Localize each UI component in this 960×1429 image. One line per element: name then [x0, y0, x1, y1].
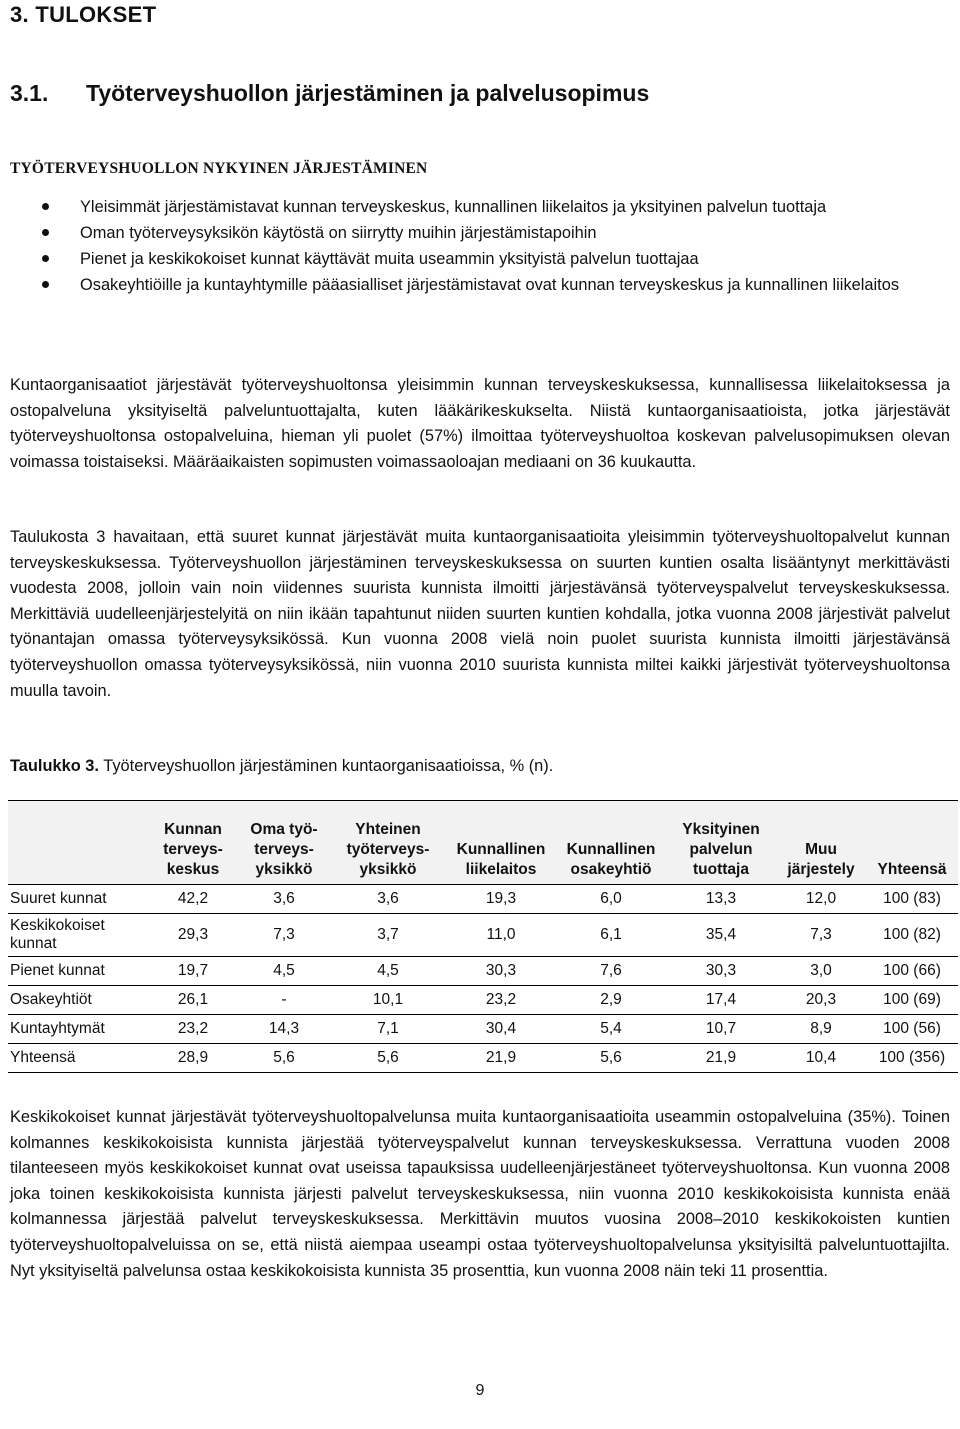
- table-caption-label: Taulukko 3.: [10, 757, 99, 775]
- section-number: 3.1.: [10, 80, 49, 106]
- table-cell: 7,1: [377, 1020, 399, 1037]
- table-cell: 29,3: [177, 926, 209, 943]
- table-cell: 3,6: [377, 890, 399, 907]
- table-cell: 4,5: [377, 962, 399, 979]
- table-row: [8, 957, 958, 986]
- table-cell: 8,9: [810, 1020, 832, 1037]
- table-cell: 6,1: [600, 926, 622, 943]
- table-cell: 10,1: [372, 991, 404, 1008]
- row-label: Yhteensä: [10, 1049, 76, 1066]
- table-cell: 3,7: [377, 926, 399, 943]
- table-header-cell: Kunnallinen liikelaitos: [456, 841, 546, 878]
- table-cell: 23,2: [177, 1020, 209, 1037]
- table-cell: 5,4: [600, 1020, 622, 1037]
- table-row: [8, 1015, 958, 1044]
- table-header-cell: Oma työterveysyksikkö: [250, 821, 318, 878]
- table-row: [8, 914, 958, 957]
- table-header-cell: Kunnan terveyskeskus: [163, 821, 223, 878]
- table-cell: 3,6: [273, 890, 295, 907]
- bullet-item: Yleisimmät järjestämistavat kunnan terveyskeskus, kunnallinen liikelaitos ja yksityinen palvelun tuottaja: [0, 194, 960, 220]
- table-caption-text: Työterveyshuollon järjestäminen kuntaorganisaatioissa, % (n).: [98, 757, 554, 775]
- page-number: 9: [475, 1382, 485, 1399]
- table-cell: 19,7: [177, 962, 209, 979]
- table-cell: 26,1: [177, 991, 209, 1008]
- table-total-row: [8, 1044, 958, 1073]
- table-cell: 21,9: [485, 1049, 517, 1066]
- summary-bullet-list: [0, 194, 960, 298]
- table-cell: 5,6: [273, 1049, 295, 1066]
- table-header-cell: Muu järjestely: [787, 841, 855, 878]
- bullet-item: Oman työterveysyksikön käytöstä on siirrytty muihin järjestämistapoihin: [0, 220, 960, 246]
- bullet-item: Pienet ja keskikokoiset kunnat käyttävät muita useammin yksityistä palvelun tuottajaa: [0, 246, 960, 272]
- table-cell: 2,9: [600, 991, 622, 1008]
- table-cell: 7,3: [810, 926, 832, 943]
- table-cell: 30,3: [485, 962, 517, 979]
- table-cell: 100 (82): [883, 926, 941, 943]
- table-cell: 17,4: [705, 991, 737, 1008]
- organisation-table: [8, 800, 958, 1073]
- chapter-heading: 3. TULOKSET: [10, 2, 157, 27]
- table-cell: 100 (356): [878, 1049, 946, 1066]
- table-cell: 100 (83): [883, 890, 941, 907]
- table-cell: 6,0: [600, 890, 622, 907]
- table-header-cell: Yhteinen työterveysyksikkö: [346, 821, 430, 878]
- table-cell: 20,3: [805, 991, 837, 1008]
- table-cell: 7,3: [273, 926, 295, 943]
- row-label: Pienet kunnat: [10, 962, 105, 979]
- table-cell: -: [281, 991, 287, 1008]
- table-cell: 5,6: [600, 1049, 622, 1066]
- table-cell: 100 (69): [883, 991, 941, 1008]
- table-cell: 10,7: [705, 1020, 737, 1037]
- row-label: Suuret kunnat: [10, 890, 107, 907]
- table-cell: 30,3: [705, 962, 737, 979]
- table-cell: 35,4: [705, 926, 737, 943]
- table-header-row: [8, 801, 958, 885]
- table-cell: 19,3: [485, 890, 517, 907]
- table-header-cell: Yksityinen palvelun tuottaja: [682, 821, 760, 878]
- table-cell: 4,5: [273, 962, 295, 979]
- table-header-cell: Yhteensä: [877, 861, 947, 878]
- table-cell: 7,6: [600, 962, 622, 979]
- table-cell: 28,9: [177, 1049, 209, 1066]
- paragraph: Taulukosta 3 havaitaan, että suuret kunnat järjestävät muita kuntaorganisaatioita yleisimmin työterveyshuoltopalvelut kunnan terveyskeskuksessa. Työterveyshuollon järjestäminen terveyskeskuksessa on suurten kuntien osalta lisääntynyt merkittävästi vuodesta 2008, jolloin vain noin viidennes suurista kunnista ilmoitti järjestävänsä työterveyspalvelut terveyskeskuksessa. Merkittäviä uudelleenjärjestelyitä on niin ikään tapahtunut niiden suurten kuntien kohdalla, jotka vuonna 2008 järjestivät palvelut työnantajan omassa työterveysyksikössä. Kun vuonna 2008 vielä noin puolet suurista kunnista ilmoitti järjestävänsä työterveyshuollon omassa työterveysyksikössä, niin vuonna 2010 suurista kunnista miltei kaikki järjestivät työterveyshuoltonsa muulla tavoin.: [10, 528, 950, 700]
- table-cell: 5,6: [377, 1049, 399, 1066]
- table-cell: 30,4: [485, 1020, 517, 1037]
- bullet-item: Osakeyhtiöille ja kuntayhtymille pääasialliset järjestämistavat ovat kunnan terveyskeskus ja kunnallinen liikelaitos: [0, 272, 960, 298]
- table-cell: 21,9: [705, 1049, 737, 1066]
- row-label: Keskikokoiset kunnat: [10, 917, 105, 952]
- section-heading: [10, 80, 649, 107]
- table-cell: 23,2: [485, 991, 517, 1008]
- table-cell: 3,0: [810, 962, 832, 979]
- table-cell: 42,2: [177, 890, 209, 907]
- table-caption: [10, 757, 553, 776]
- table-cell: 100 (56): [883, 1020, 941, 1037]
- table-header-cell: Kunnallinen osakeyhtiö: [566, 841, 656, 878]
- table-header-cell: [8, 801, 148, 885]
- paragraph: Keskikokoiset kunnat järjestävät työterveyshuoltopalvelunsa muita kuntaorganisaatioita useammin ostopalveluina (35%). Toinen kolmannes keskikokoisista kunnista järjestää työterveyspalvelut kunnan terveyskeskuksessa. Verrattuna vuoden 2008 tilanteeseen myös keskikokoiset kunnat ovat useissa tapauksissa uudelleenjärjestäneet työterveyshuoltonsa. Kun vuonna 2008 joka toinen keskikokoisista kunnista järjesti palvelut terveyskeskuksessa, niin vuonna 2010 keskikokoisista kunnista enää kolmannessa järjestää palvelut terveyskeskuksessa. Merkittävin muutos vuosina 2008–2010 keskikokoisten kuntien työterveyshuoltopalveluissa on se, että niistä aiempaa useampi ostaa työterveyshuoltopalvelunsa yksityisiltä palveluntuottajilta. Nyt yksityiseltä palvelunsa ostaa keskikokoisista kunnista 35 prosenttia, kun vuonna 2008 näin teki 11 prosenttia.: [10, 1108, 950, 1280]
- table-cell: 11,0: [486, 926, 516, 943]
- row-label: Osakeyhtiöt: [10, 991, 92, 1008]
- table-cell: 13,3: [705, 890, 737, 907]
- table-cell: 10,4: [805, 1049, 837, 1066]
- row-label: Kuntayhtymät: [10, 1020, 105, 1037]
- table-row: [8, 885, 958, 914]
- subsection-heading: TYÖTERVEYSHUOLLON NYKYINEN JÄRJESTÄMINEN: [10, 160, 428, 177]
- section-title: Työterveyshuollon järjestäminen ja palvelusopimus: [86, 80, 650, 106]
- paragraph: Kuntaorganisaatiot järjestävät työterveyshuoltonsa yleisimmin kunnan terveyskeskuksessa, kunnallisessa liikelaitoksessa ja ostopalveluna yksityiseltä palveluntuottajalta, kuten lääkärikeskukselta. Niistä kuntaorganisaatioista, jotka järjestävät työterveyshuoltonsa ostopalveluina, hieman yli puolet (57%) ilmoittaa työterveyshuoltoa koskevan palvelusopimuksen olevan voimassa toistaiseksi. Määräaikaisten sopimusten voimassaoloajan mediaani on 36 kuukautta.: [10, 376, 950, 471]
- table-cell: 100 (66): [883, 962, 941, 979]
- table-cell: 12,0: [805, 890, 837, 907]
- table-cell: 14,3: [268, 1020, 300, 1037]
- table-row: [8, 986, 958, 1015]
